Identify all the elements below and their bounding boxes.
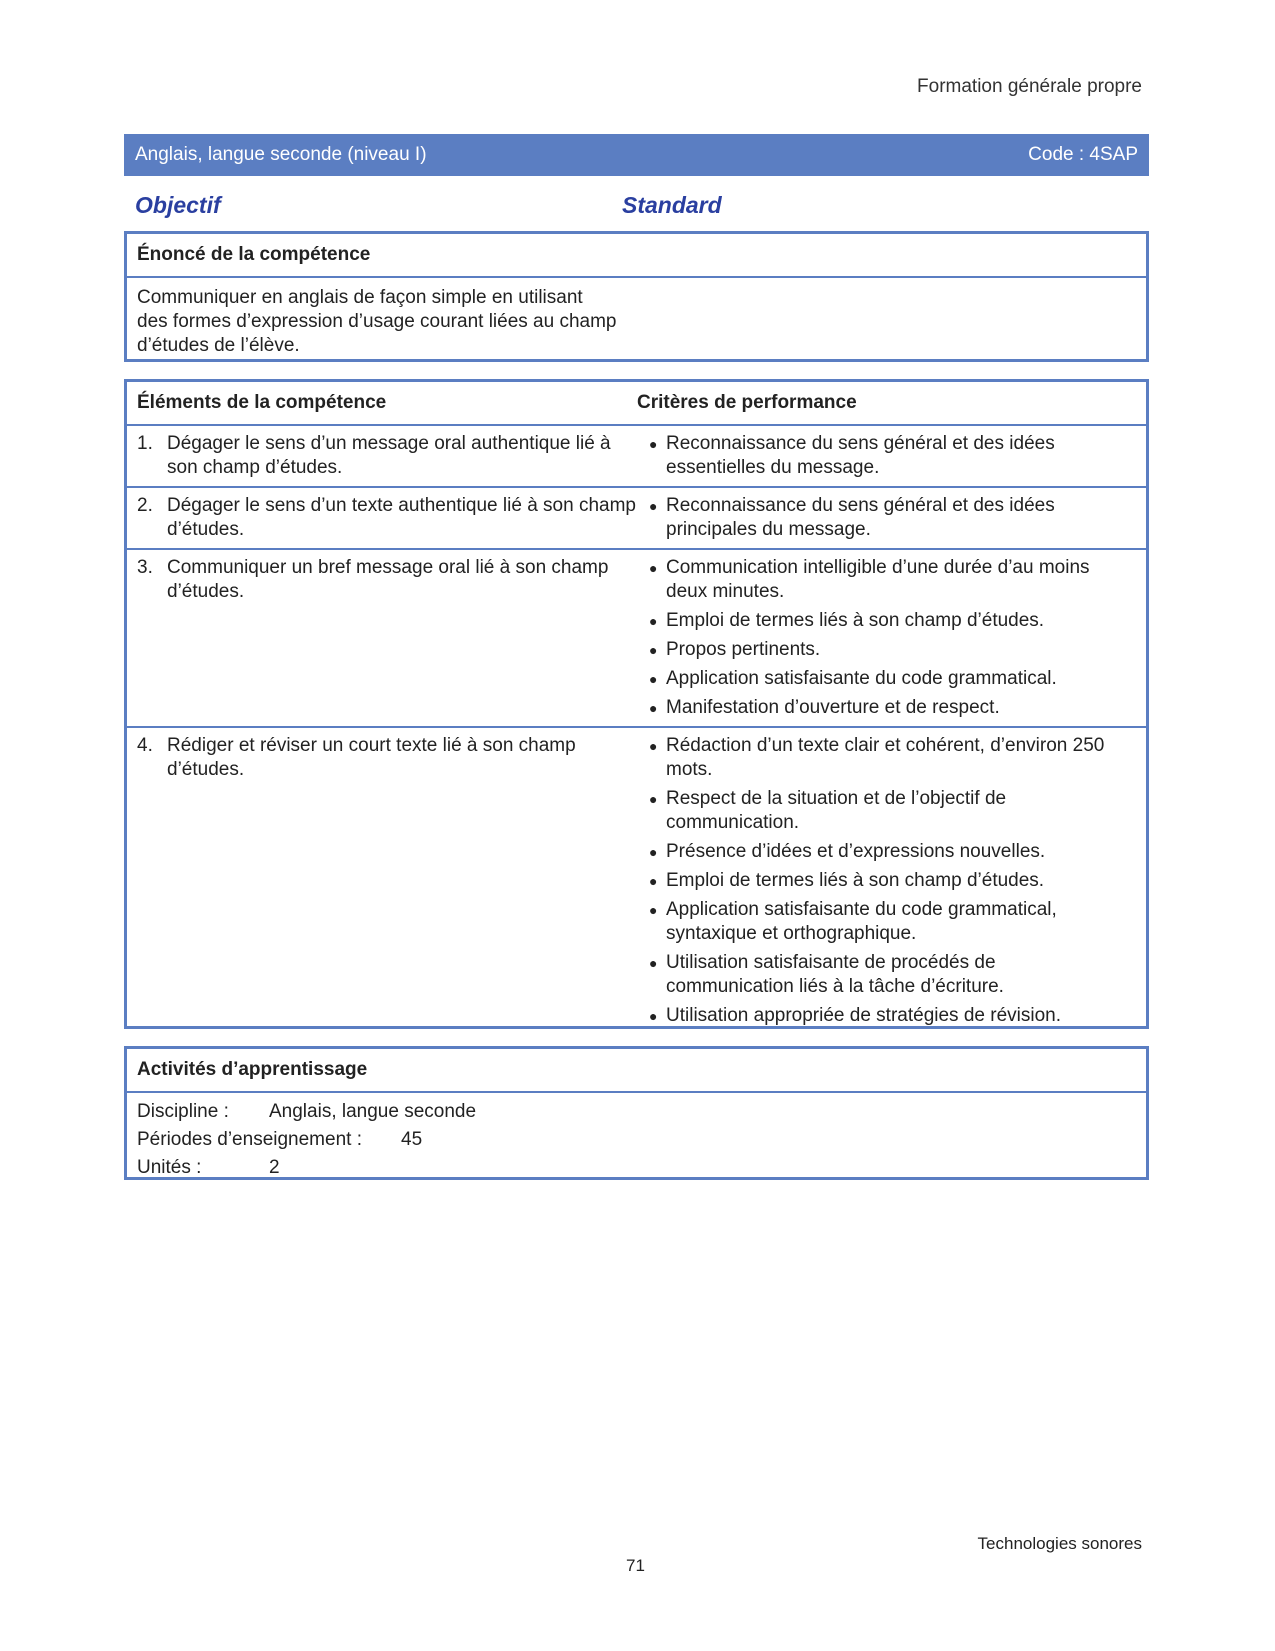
criterion-text: Rédaction d’un texte clair et cohérent, d’environ 250 mots. [666,735,1105,780]
activities-heading-text: Activités d’apprentissage [137,1059,368,1080]
competence-heading-text: Énoncé de la compétence [137,244,371,265]
bullet-icon: ● [649,700,658,716]
bullet-icon: ● [649,642,658,658]
footer-program: Technologies sonores [977,1534,1142,1553]
element-number: 3. [137,557,153,578]
activities-heading [127,1049,1146,1093]
periods-value: 45 [401,1129,423,1150]
element-row [127,426,1146,488]
criteria-cell [637,550,1146,726]
criterion-item [637,494,1146,542]
criterion-text: Manifestation d’ouverture et de respect. [666,697,1000,718]
elements-criteria-heading [127,382,1146,426]
discipline-line [127,1098,1146,1126]
element-number: 4. [137,735,153,756]
criterion-text: Communication intelligible d’une durée d’au moins deux minutes. [666,557,1090,602]
criterion-text: Application satisfaisante du code grammatical, syntaxique et orthographique. [666,899,1057,944]
criterion-item [637,696,1146,720]
bullet-icon: ● [649,498,658,514]
element-cell [127,488,637,548]
criterion-item [637,840,1146,864]
criterion-item [637,667,1146,691]
course-name: Anglais, langue seconde (niveau I) [135,144,427,165]
course-code: Code : 4SAP [1028,144,1138,165]
running-header: Formation générale propre [917,76,1142,97]
criterion-text: Utilisation satisfaisante de procédés de communication liés à la tâche d’écriture. [666,952,1004,997]
discipline-label: Discipline : [137,1101,229,1122]
standard-label: Standard [622,192,722,218]
criterion-item [637,638,1146,662]
bullet-icon: ● [649,613,658,629]
element-text: Dégager le sens d’un message oral authentique lié à son champ d’études. [167,433,611,478]
criterion-text: Application satisfaisante du code grammatical. [666,668,1057,689]
bullet-icon: ● [649,873,658,889]
criterion-text: Emploi de termes liés à son champ d’études. [666,610,1045,631]
criterion-item [637,787,1146,835]
bullet-icon: ● [649,955,658,971]
element-text: Dégager le sens d’un texte authentique lié à son champ d’études. [167,495,636,540]
element-text: Rédiger et réviser un court texte lié à son champ d’études. [167,735,576,780]
criterion-text: Emploi de termes liés à son champ d’études. [666,870,1045,891]
criteria-cell [637,728,1146,1034]
criterion-item [637,869,1146,893]
criteria-heading-text: Critères de performance [637,392,857,413]
objective-label: Objectif [135,192,221,218]
criterion-item [637,734,1146,782]
element-row [127,550,1146,728]
discipline-value: Anglais, langue seconde [269,1101,477,1122]
criteria-cell [637,488,1146,548]
bullet-icon: ● [649,738,658,754]
bullet-icon: ● [649,902,658,918]
criterion-text: Reconnaissance du sens général et des idées essentielles du message. [666,433,1055,478]
criterion-text: Utilisation appropriée de stratégies de révision. [666,1005,1061,1026]
criterion-item [637,609,1146,633]
periods-label: Périodes d’enseignement : [137,1129,362,1150]
criterion-item [637,951,1146,999]
bullet-icon: ● [649,671,658,687]
element-text: Communiquer un bref message oral lié à son champ d’études. [167,557,609,602]
learning-activities-box [124,1046,1149,1180]
page-number: 71 [626,1556,645,1575]
criterion-item [637,1004,1146,1028]
bullet-icon: ● [649,844,658,860]
criterion-text: Reconnaissance du sens général et des idées principales du message. [666,495,1055,540]
criterion-text: Respect de la situation et de l’objectif de communication. [666,788,1007,833]
units-label: Unités : [137,1157,202,1178]
criterion-text: Présence d’idées et d’expressions nouvelles. [666,841,1046,862]
criterion-item [637,898,1146,946]
bullet-icon: ● [649,560,658,576]
competence-statement: Communiquer en anglais de façon simple en utilisant des formes d’expression d’usage courant liées au champ d’études de l’élève. [137,287,617,356]
competence-statement-box [124,231,1149,362]
bullet-icon: ● [649,436,658,452]
elements-criteria-box [124,379,1149,1029]
units-value: 2 [269,1157,280,1178]
bullet-icon: ● [649,791,658,807]
element-number: 2. [137,495,153,516]
competence-heading [127,234,1146,278]
element-cell [127,728,637,1034]
criterion-text: Propos pertinents. [666,639,821,660]
element-row [127,728,1146,1034]
periods-line [127,1126,1146,1154]
element-number: 1. [137,433,153,454]
element-rows [127,426,1146,1034]
criteria-cell [637,426,1146,486]
units-line [127,1154,1146,1182]
element-cell [127,550,637,726]
criterion-item [637,556,1146,604]
element-cell [127,426,637,486]
criterion-item [637,432,1146,480]
elements-heading-text: Éléments de la compétence [137,392,387,413]
bullet-icon: ● [649,1008,658,1024]
element-row [127,488,1146,550]
course-title-bar [124,134,1149,176]
